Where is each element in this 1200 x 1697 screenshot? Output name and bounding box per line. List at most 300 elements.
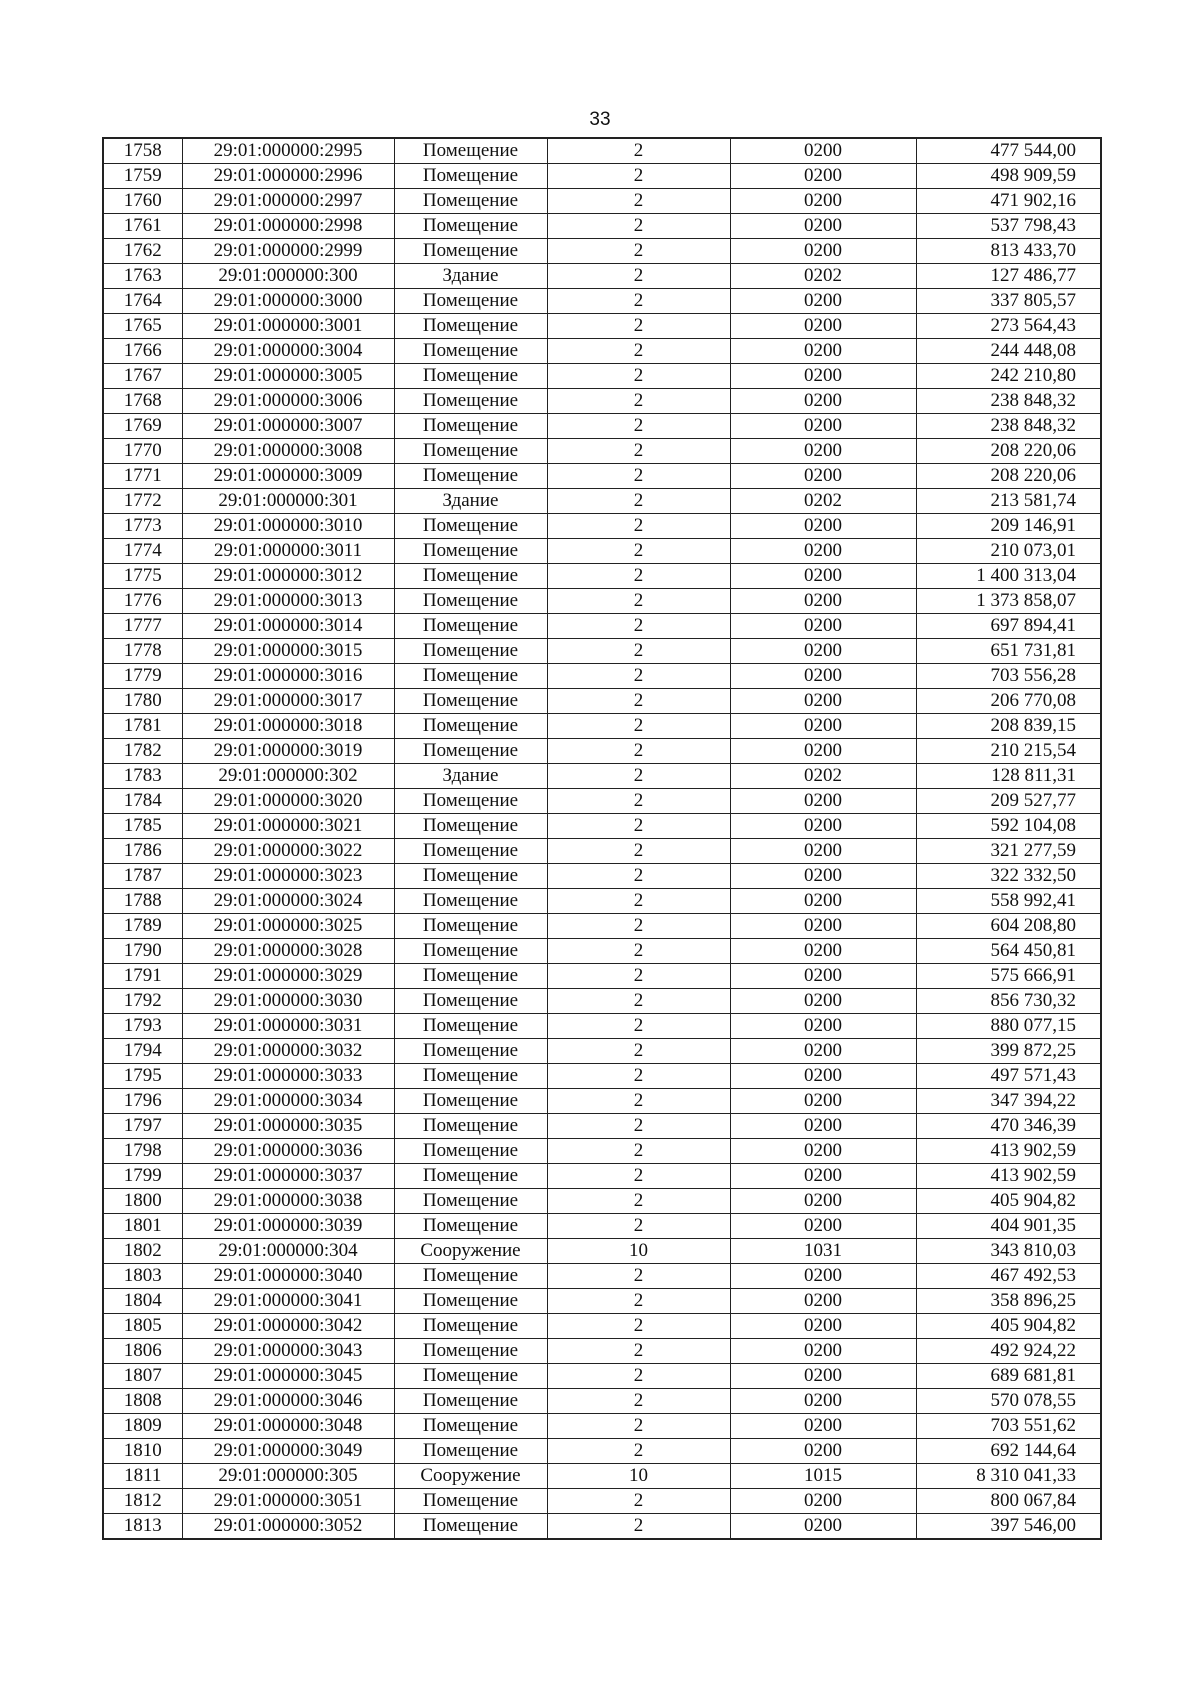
cadastral-value-cell: 321 277,59 <box>916 839 1101 864</box>
cadastral-number-cell: 29:01:000000:305 <box>182 1464 394 1489</box>
cadastral-value-cell: 703 551,62 <box>916 1414 1101 1439</box>
group-code-cell: 2 <box>547 464 730 489</box>
cadastral-number-cell: 29:01:000000:3020 <box>182 789 394 814</box>
cadastral-number-cell: 29:01:000000:3022 <box>182 839 394 864</box>
table-row <box>103 1164 1101 1189</box>
subgroup-code-cell: 0200 <box>730 1014 916 1039</box>
row-number-cell: 1770 <box>103 439 182 464</box>
row-number-cell: 1804 <box>103 1289 182 1314</box>
subgroup-code-cell: 0200 <box>730 1264 916 1289</box>
object-type-cell: Помещение <box>394 1514 547 1540</box>
cadastral-value-cell: 537 798,43 <box>916 214 1101 239</box>
group-code-cell: 2 <box>547 1514 730 1540</box>
cadastral-value-cell: 244 448,08 <box>916 339 1101 364</box>
table-row <box>103 1114 1101 1139</box>
cadastral-number-cell: 29:01:000000:304 <box>182 1239 394 1264</box>
cadastral-value-cell: 651 731,81 <box>916 639 1101 664</box>
group-code-cell: 2 <box>547 889 730 914</box>
table-row <box>103 314 1101 339</box>
cadastral-value-cell: 471 902,16 <box>916 189 1101 214</box>
object-type-cell: Помещение <box>394 164 547 189</box>
cadastral-value-cell: 210 215,54 <box>916 739 1101 764</box>
group-code-cell: 2 <box>547 1364 730 1389</box>
group-code-cell: 2 <box>547 1064 730 1089</box>
subgroup-code-cell: 0200 <box>730 339 916 364</box>
object-type-cell: Сооружение <box>394 1464 547 1489</box>
cadastral-number-cell: 29:01:000000:3007 <box>182 414 394 439</box>
subgroup-code-cell: 1031 <box>730 1239 916 1264</box>
subgroup-code-cell: 0200 <box>730 1439 916 1464</box>
cadastral-number-cell: 29:01:000000:3037 <box>182 1164 394 1189</box>
group-code-cell: 2 <box>547 914 730 939</box>
cadastral-number-cell: 29:01:000000:300 <box>182 264 394 289</box>
cadastral-number-cell: 29:01:000000:3032 <box>182 1039 394 1064</box>
cadastral-value-cell: 209 146,91 <box>916 514 1101 539</box>
cadastral-value-cell: 213 581,74 <box>916 489 1101 514</box>
cadastral-number-cell: 29:01:000000:3008 <box>182 439 394 464</box>
row-number-cell: 1771 <box>103 464 182 489</box>
cadastral-value-cell: 322 332,50 <box>916 864 1101 889</box>
cadastral-value-cell: 492 924,22 <box>916 1339 1101 1364</box>
table-row <box>103 138 1101 164</box>
group-code-cell: 2 <box>547 1289 730 1314</box>
subgroup-code-cell: 0200 <box>730 1364 916 1389</box>
subgroup-code-cell: 0200 <box>730 664 916 689</box>
table-row <box>103 1314 1101 1339</box>
table-row <box>103 264 1101 289</box>
row-number-cell: 1784 <box>103 789 182 814</box>
object-type-cell: Помещение <box>394 1289 547 1314</box>
subgroup-code-cell: 0200 <box>730 1389 916 1414</box>
group-code-cell: 2 <box>547 1339 730 1364</box>
table-row <box>103 1214 1101 1239</box>
cadastral-value-cell: 880 077,15 <box>916 1014 1101 1039</box>
row-number-cell: 1777 <box>103 614 182 639</box>
object-type-cell: Помещение <box>394 689 547 714</box>
object-type-cell: Помещение <box>394 639 547 664</box>
object-type-cell: Помещение <box>394 714 547 739</box>
subgroup-code-cell: 0200 <box>730 1039 916 1064</box>
cadastral-number-cell: 29:01:000000:3052 <box>182 1514 394 1540</box>
row-number-cell: 1767 <box>103 364 182 389</box>
subgroup-code-cell: 0200 <box>730 1314 916 1339</box>
row-number-cell: 1795 <box>103 1064 182 1089</box>
cadastral-value-cell: 604 208,80 <box>916 914 1101 939</box>
cadastral-value-cell: 1 400 313,04 <box>916 564 1101 589</box>
object-type-cell: Помещение <box>394 1214 547 1239</box>
group-code-cell: 2 <box>547 839 730 864</box>
row-number-cell: 1786 <box>103 839 182 864</box>
cadastral-value-cell: 238 848,32 <box>916 389 1101 414</box>
object-type-cell: Помещение <box>394 1039 547 1064</box>
table-row <box>103 1289 1101 1314</box>
row-number-cell: 1807 <box>103 1364 182 1389</box>
row-number-cell: 1758 <box>103 138 182 164</box>
cadastral-value-cell: 242 210,80 <box>916 364 1101 389</box>
cadastral-number-cell: 29:01:000000:3012 <box>182 564 394 589</box>
table-row <box>103 764 1101 789</box>
row-number-cell: 1810 <box>103 1439 182 1464</box>
subgroup-code-cell: 0200 <box>730 689 916 714</box>
group-code-cell: 2 <box>547 714 730 739</box>
table-body <box>103 138 1101 1539</box>
cadastral-value-cell: 208 839,15 <box>916 714 1101 739</box>
table-row <box>103 664 1101 689</box>
group-code-cell: 2 <box>547 189 730 214</box>
group-code-cell: 2 <box>547 439 730 464</box>
subgroup-code-cell: 0200 <box>730 789 916 814</box>
table-row <box>103 589 1101 614</box>
cadastral-number-cell: 29:01:000000:3011 <box>182 539 394 564</box>
row-number-cell: 1787 <box>103 864 182 889</box>
group-code-cell: 2 <box>547 289 730 314</box>
group-code-cell: 2 <box>547 1389 730 1414</box>
table-row <box>103 439 1101 464</box>
row-number-cell: 1775 <box>103 564 182 589</box>
object-type-cell: Помещение <box>394 914 547 939</box>
cadastral-number-cell: 29:01:000000:3024 <box>182 889 394 914</box>
object-type-cell: Помещение <box>394 314 547 339</box>
subgroup-code-cell: 0200 <box>730 964 916 989</box>
object-type-cell: Помещение <box>394 1264 547 1289</box>
cadastral-value-cell: 498 909,59 <box>916 164 1101 189</box>
object-type-cell: Помещение <box>394 789 547 814</box>
row-number-cell: 1800 <box>103 1189 182 1214</box>
object-type-cell: Помещение <box>394 339 547 364</box>
cadastral-value-cell: 477 544,00 <box>916 138 1101 164</box>
object-type-cell: Помещение <box>394 889 547 914</box>
group-code-cell: 2 <box>547 1014 730 1039</box>
table-row <box>103 1514 1101 1540</box>
subgroup-code-cell: 0200 <box>730 1214 916 1239</box>
cadastral-number-cell: 29:01:000000:3001 <box>182 314 394 339</box>
cadastral-value-cell: 570 078,55 <box>916 1389 1101 1414</box>
cadastral-value-cell: 856 730,32 <box>916 989 1101 1014</box>
table-row <box>103 1089 1101 1114</box>
cadastral-value-cell: 467 492,53 <box>916 1264 1101 1289</box>
table-row <box>103 289 1101 314</box>
group-code-cell: 2 <box>547 864 730 889</box>
group-code-cell: 2 <box>547 639 730 664</box>
row-number-cell: 1806 <box>103 1339 182 1364</box>
row-number-cell: 1793 <box>103 1014 182 1039</box>
row-number-cell: 1813 <box>103 1514 182 1540</box>
row-number-cell: 1778 <box>103 639 182 664</box>
subgroup-code-cell: 0200 <box>730 314 916 339</box>
cadastral-number-cell: 29:01:000000:3025 <box>182 914 394 939</box>
object-type-cell: Помещение <box>394 664 547 689</box>
subgroup-code-cell: 0202 <box>730 264 916 289</box>
subgroup-code-cell: 0200 <box>730 364 916 389</box>
row-number-cell: 1780 <box>103 689 182 714</box>
object-type-cell: Помещение <box>394 414 547 439</box>
group-code-cell: 2 <box>547 1489 730 1514</box>
table-row <box>103 1139 1101 1164</box>
cadastral-value-cell: 689 681,81 <box>916 1364 1101 1389</box>
cadastral-value-cell: 1 373 858,07 <box>916 589 1101 614</box>
cadastral-value-cell: 813 433,70 <box>916 239 1101 264</box>
table-row <box>103 1489 1101 1514</box>
row-number-cell: 1769 <box>103 414 182 439</box>
table-row <box>103 939 1101 964</box>
cadastral-number-cell: 29:01:000000:3051 <box>182 1489 394 1514</box>
cadastral-number-cell: 29:01:000000:3023 <box>182 864 394 889</box>
subgroup-code-cell: 0200 <box>730 1089 916 1114</box>
group-code-cell: 2 <box>547 1439 730 1464</box>
row-number-cell: 1765 <box>103 314 182 339</box>
object-type-cell: Помещение <box>394 1014 547 1039</box>
row-number-cell: 1802 <box>103 1239 182 1264</box>
cadastral-number-cell: 29:01:000000:302 <box>182 764 394 789</box>
cadastral-number-cell: 29:01:000000:3006 <box>182 389 394 414</box>
cadastral-number-cell: 29:01:000000:3041 <box>182 1289 394 1314</box>
cadastral-value-cell: 697 894,41 <box>916 614 1101 639</box>
cadastral-number-cell: 29:01:000000:3049 <box>182 1439 394 1464</box>
subgroup-code-cell: 0200 <box>730 239 916 264</box>
object-type-cell: Помещение <box>394 214 547 239</box>
table-row <box>103 839 1101 864</box>
cadastral-value-cell: 575 666,91 <box>916 964 1101 989</box>
table-row <box>103 864 1101 889</box>
row-number-cell: 1794 <box>103 1039 182 1064</box>
cadastral-number-cell: 29:01:000000:3013 <box>182 589 394 614</box>
table-row <box>103 239 1101 264</box>
subgroup-code-cell: 0200 <box>730 414 916 439</box>
group-code-cell: 2 <box>547 814 730 839</box>
group-code-cell: 2 <box>547 1414 730 1439</box>
subgroup-code-cell: 0200 <box>730 939 916 964</box>
row-number-cell: 1785 <box>103 814 182 839</box>
group-code-cell: 2 <box>547 1164 730 1189</box>
group-code-cell: 2 <box>547 764 730 789</box>
group-code-cell: 2 <box>547 414 730 439</box>
object-type-cell: Помещение <box>394 814 547 839</box>
cadastral-number-cell: 29:01:000000:3009 <box>182 464 394 489</box>
row-number-cell: 1781 <box>103 714 182 739</box>
object-type-cell: Помещение <box>394 1314 547 1339</box>
cadastral-value-cell: 128 811,31 <box>916 764 1101 789</box>
cadastral-number-cell: 29:01:000000:3015 <box>182 639 394 664</box>
table-row <box>103 739 1101 764</box>
cadastral-number-cell: 29:01:000000:2999 <box>182 239 394 264</box>
cadastral-number-cell: 29:01:000000:3000 <box>182 289 394 314</box>
cadastral-value-cell: 8 310 041,33 <box>916 1464 1101 1489</box>
object-type-cell: Помещение <box>394 739 547 764</box>
table-row <box>103 1064 1101 1089</box>
row-number-cell: 1774 <box>103 539 182 564</box>
group-code-cell: 2 <box>547 1114 730 1139</box>
cadastral-value-cell: 343 810,03 <box>916 1239 1101 1264</box>
group-code-cell: 2 <box>547 164 730 189</box>
object-type-cell: Помещение <box>394 289 547 314</box>
cadastral-value-cell: 800 067,84 <box>916 1489 1101 1514</box>
cadastral-value-table <box>102 137 1102 1540</box>
subgroup-code-cell: 0200 <box>730 739 916 764</box>
cadastral-number-cell: 29:01:000000:2995 <box>182 138 394 164</box>
object-type-cell: Сооружение <box>394 1239 547 1264</box>
subgroup-code-cell: 0200 <box>730 564 916 589</box>
cadastral-number-cell: 29:01:000000:3034 <box>182 1089 394 1114</box>
table-row <box>103 164 1101 189</box>
group-code-cell: 2 <box>547 1214 730 1239</box>
table-row <box>103 989 1101 1014</box>
cadastral-number-cell: 29:01:000000:3018 <box>182 714 394 739</box>
table-row <box>103 1364 1101 1389</box>
table-row <box>103 789 1101 814</box>
subgroup-code-cell: 0200 <box>730 714 916 739</box>
subgroup-code-cell: 0200 <box>730 214 916 239</box>
group-code-cell: 10 <box>547 1239 730 1264</box>
cadastral-value-cell: 558 992,41 <box>916 889 1101 914</box>
object-type-cell: Помещение <box>394 1164 547 1189</box>
object-type-cell: Помещение <box>394 1089 547 1114</box>
subgroup-code-cell: 0200 <box>730 464 916 489</box>
subgroup-code-cell: 0200 <box>730 814 916 839</box>
cadastral-value-cell: 208 220,06 <box>916 464 1101 489</box>
object-type-cell: Помещение <box>394 539 547 564</box>
object-type-cell: Помещение <box>394 564 547 589</box>
table-row <box>103 964 1101 989</box>
group-code-cell: 2 <box>547 264 730 289</box>
object-type-cell: Помещение <box>394 239 547 264</box>
subgroup-code-cell: 0200 <box>730 439 916 464</box>
object-type-cell: Помещение <box>394 1489 547 1514</box>
cadastral-number-cell: 29:01:000000:2998 <box>182 214 394 239</box>
cadastral-number-cell: 29:01:000000:3005 <box>182 364 394 389</box>
object-type-cell: Помещение <box>394 1364 547 1389</box>
cadastral-number-cell: 29:01:000000:3046 <box>182 1389 394 1414</box>
subgroup-code-cell: 0200 <box>730 639 916 664</box>
object-type-cell: Здание <box>394 764 547 789</box>
cadastral-value-cell: 405 904,82 <box>916 1314 1101 1339</box>
object-type-cell: Помещение <box>394 364 547 389</box>
table-row <box>103 389 1101 414</box>
group-code-cell: 2 <box>547 539 730 564</box>
cadastral-number-cell: 29:01:000000:3019 <box>182 739 394 764</box>
cadastral-value-cell: 413 902,59 <box>916 1139 1101 1164</box>
row-number-cell: 1762 <box>103 239 182 264</box>
table-row <box>103 1039 1101 1064</box>
row-number-cell: 1808 <box>103 1389 182 1414</box>
subgroup-code-cell: 0202 <box>730 489 916 514</box>
group-code-cell: 2 <box>547 689 730 714</box>
row-number-cell: 1809 <box>103 1414 182 1439</box>
cadastral-value-cell: 413 902,59 <box>916 1164 1101 1189</box>
cadastral-value-cell: 405 904,82 <box>916 1189 1101 1214</box>
cadastral-value-cell: 592 104,08 <box>916 814 1101 839</box>
cadastral-value-cell: 273 564,43 <box>916 314 1101 339</box>
object-type-cell: Помещение <box>394 389 547 414</box>
object-type-cell: Помещение <box>394 839 547 864</box>
table-row <box>103 364 1101 389</box>
cadastral-number-cell: 29:01:000000:3048 <box>182 1414 394 1439</box>
row-number-cell: 1788 <box>103 889 182 914</box>
subgroup-code-cell: 0200 <box>730 1489 916 1514</box>
table-row <box>103 1189 1101 1214</box>
row-number-cell: 1763 <box>103 264 182 289</box>
row-number-cell: 1801 <box>103 1214 182 1239</box>
row-number-cell: 1772 <box>103 489 182 514</box>
cadastral-value-cell: 347 394,22 <box>916 1089 1101 1114</box>
table-row <box>103 514 1101 539</box>
cadastral-number-cell: 29:01:000000:3028 <box>182 939 394 964</box>
table-row <box>103 489 1101 514</box>
object-type-cell: Помещение <box>394 864 547 889</box>
cadastral-value-cell: 397 546,00 <box>916 1514 1101 1540</box>
subgroup-code-cell: 0202 <box>730 764 916 789</box>
cadastral-value-cell: 337 805,57 <box>916 289 1101 314</box>
object-type-cell: Здание <box>394 264 547 289</box>
table-row <box>103 1464 1101 1489</box>
cadastral-number-cell: 29:01:000000:3040 <box>182 1264 394 1289</box>
row-number-cell: 1761 <box>103 214 182 239</box>
table-row <box>103 714 1101 739</box>
cadastral-number-cell: 29:01:000000:3014 <box>182 614 394 639</box>
table-row <box>103 1439 1101 1464</box>
row-number-cell: 1792 <box>103 989 182 1014</box>
object-type-cell: Помещение <box>394 589 547 614</box>
row-number-cell: 1760 <box>103 189 182 214</box>
table-row <box>103 639 1101 664</box>
cadastral-value-cell: 238 848,32 <box>916 414 1101 439</box>
subgroup-code-cell: 0200 <box>730 138 916 164</box>
cadastral-value-cell: 564 450,81 <box>916 939 1101 964</box>
row-number-cell: 1766 <box>103 339 182 364</box>
cadastral-value-cell: 692 144,64 <box>916 1439 1101 1464</box>
table-row <box>103 814 1101 839</box>
table-row <box>103 1264 1101 1289</box>
row-number-cell: 1776 <box>103 589 182 614</box>
row-number-cell: 1789 <box>103 914 182 939</box>
group-code-cell: 2 <box>547 489 730 514</box>
cadastral-number-cell: 29:01:000000:3043 <box>182 1339 394 1364</box>
subgroup-code-cell: 0200 <box>730 1164 916 1189</box>
table-row <box>103 339 1101 364</box>
row-number-cell: 1791 <box>103 964 182 989</box>
cadastral-value-cell: 703 556,28 <box>916 664 1101 689</box>
object-type-cell: Помещение <box>394 1414 547 1439</box>
cadastral-number-cell: 29:01:000000:3004 <box>182 339 394 364</box>
group-code-cell: 2 <box>547 789 730 814</box>
cadastral-number-cell: 29:01:000000:3010 <box>182 514 394 539</box>
cadastral-number-cell: 29:01:000000:3042 <box>182 1314 394 1339</box>
object-type-cell: Помещение <box>394 614 547 639</box>
row-number-cell: 1773 <box>103 514 182 539</box>
subgroup-code-cell: 0200 <box>730 839 916 864</box>
object-type-cell: Помещение <box>394 1339 547 1364</box>
table-row <box>103 1414 1101 1439</box>
group-code-cell: 2 <box>547 514 730 539</box>
table-row <box>103 414 1101 439</box>
subgroup-code-cell: 0200 <box>730 889 916 914</box>
subgroup-code-cell: 0200 <box>730 539 916 564</box>
cadastral-value-cell: 127 486,77 <box>916 264 1101 289</box>
cadastral-value-cell: 497 571,43 <box>916 1064 1101 1089</box>
group-code-cell: 2 <box>547 339 730 364</box>
group-code-cell: 2 <box>547 664 730 689</box>
object-type-cell: Помещение <box>394 1114 547 1139</box>
cadastral-number-cell: 29:01:000000:301 <box>182 489 394 514</box>
group-code-cell: 2 <box>547 214 730 239</box>
subgroup-code-cell: 0200 <box>730 1189 916 1214</box>
object-type-cell: Помещение <box>394 514 547 539</box>
table-row <box>103 1389 1101 1414</box>
cadastral-number-cell: 29:01:000000:2997 <box>182 189 394 214</box>
subgroup-code-cell: 0200 <box>730 189 916 214</box>
object-type-cell: Помещение <box>394 138 547 164</box>
subgroup-code-cell: 0200 <box>730 1414 916 1439</box>
subgroup-code-cell: 0200 <box>730 1514 916 1540</box>
